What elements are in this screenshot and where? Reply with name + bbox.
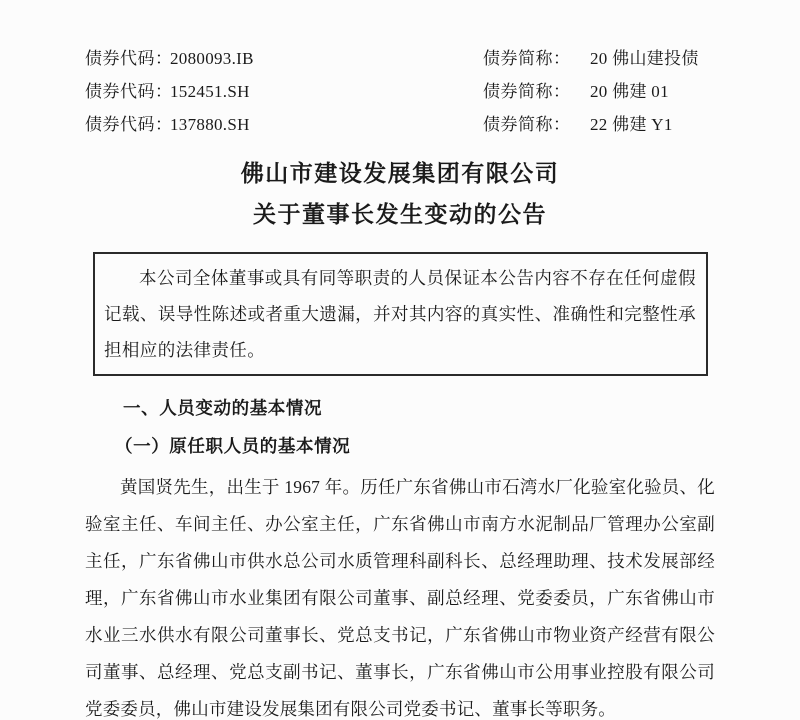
document-content [85, 0, 715, 720]
biography-paragraph: 黄国贤先生，出生于 1967 年。历任广东省佛山市石湾水厂化验室化验员、化验室主任、车间主任、办公室主任，广东省佛山市南方水泥制品厂管理办公室副主任，广东省佛山市供水总公司水质管理科副科长、总经理助理、技术发展部经理，广东省佛山市水业集团有限公司董事、副总经理、党委委员，广东省佛山市水业三水供水有限公司董事长、党总支书记，广东省佛山市物业资产经营有限公司董事、总经理、党总支副书记、董事长，广东省佛山市公用事业控股有限公司党委委员，佛山市建设发展集团有限公司党委书记、董事长等职务。 [85, 477, 715, 719]
bond-name-label: 债券简称： [483, 82, 571, 101]
bond-row [85, 42, 715, 75]
bond-header-table [85, 42, 715, 141]
bond-code-label: 债券代码： [85, 115, 173, 134]
bond-code-label: 债券代码： [85, 49, 173, 68]
document-title-line2: 关于董事长发生变动的公告 [253, 202, 547, 227]
disclaimer-box [93, 252, 708, 376]
disclaimer-text: 本公司全体董事或具有同等职责的人员保证本公告内容不存在任何虚假记载、误导性陈述或者重大遗漏，并对其内容的真实性、准确性和完整性承担相应的法律责任。 [104, 268, 696, 360]
subsection-heading-former-officer: （一）原任职人员的基本情况 [115, 436, 351, 456]
document-title [85, 153, 715, 235]
bond-name-value: 22 佛建 Y1 [590, 115, 673, 134]
bond-code-label: 债券代码： [85, 82, 173, 101]
bond-code-value: 152451.SH [170, 82, 250, 101]
bond-row [85, 108, 715, 141]
document-title-line1: 佛山市建设发展集团有限公司 [240, 161, 560, 186]
bond-name-value: 20 佛建 01 [590, 82, 669, 101]
bond-row [85, 75, 715, 108]
bond-name-label: 债券简称： [483, 115, 571, 134]
bond-name-value: 20 佛山建投债 [590, 49, 699, 68]
bond-name-label: 债券简称： [483, 49, 571, 68]
section-heading-personnel-change: 一、人员变动的基本情况 [123, 398, 323, 418]
bond-code-value: 2080093.IB [170, 49, 254, 68]
bond-code-value: 137880.SH [170, 115, 250, 134]
